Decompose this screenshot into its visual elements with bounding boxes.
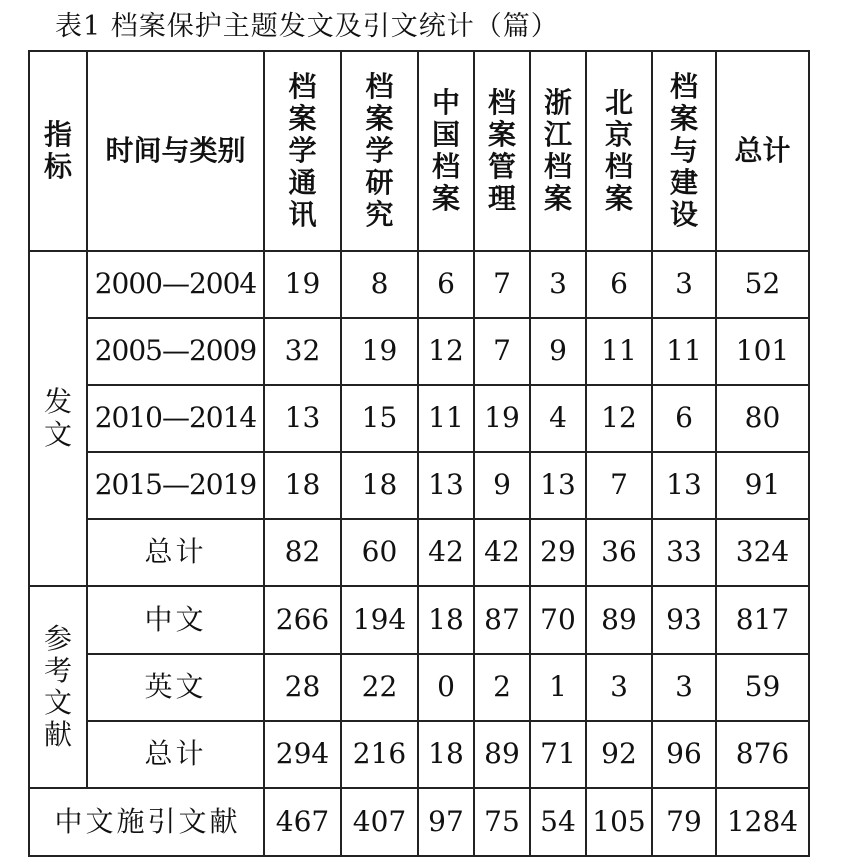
value-cell: 42 xyxy=(418,519,474,586)
value-cell: 22 xyxy=(341,654,418,721)
value-cell: 11 xyxy=(586,318,652,385)
value-cell: 12 xyxy=(586,385,652,452)
subtotal-label: 总计 xyxy=(87,519,264,586)
table-row xyxy=(29,385,809,452)
table-row xyxy=(29,318,809,385)
value-cell: 18 xyxy=(418,721,474,788)
value-cell: 19 xyxy=(264,251,341,318)
journal-header: 北京档案 xyxy=(586,51,652,251)
table-row xyxy=(29,586,809,654)
references-label: 参考文献 xyxy=(29,586,87,788)
value-cell: 105 xyxy=(586,788,652,856)
value-cell: 71 xyxy=(530,721,586,788)
value-cell: 70 xyxy=(530,586,586,654)
value-cell: 407 xyxy=(341,788,418,856)
period-cell: 2000—2004 xyxy=(87,251,264,318)
value-cell: 82 xyxy=(264,519,341,586)
subtotal-row xyxy=(29,721,809,788)
value-cell: 13 xyxy=(652,452,716,519)
value-cell: 15 xyxy=(341,385,418,452)
value-cell: 54 xyxy=(530,788,586,856)
value-cell: 3 xyxy=(652,654,716,721)
value-cell: 3 xyxy=(586,654,652,721)
journal-header: 档案学通讯 xyxy=(264,51,341,251)
journal-header: 档案与建设 xyxy=(652,51,716,251)
value-cell: 33 xyxy=(652,519,716,586)
value-cell: 42 xyxy=(474,519,530,586)
statistics-table xyxy=(28,50,810,857)
value-cell: 93 xyxy=(652,586,716,654)
value-cell: 11 xyxy=(652,318,716,385)
journal-header: 档案学研究 xyxy=(341,51,418,251)
value-cell: 36 xyxy=(586,519,652,586)
value-cell: 18 xyxy=(341,452,418,519)
value-cell: 79 xyxy=(652,788,716,856)
value-cell: 13 xyxy=(418,452,474,519)
value-cell: 89 xyxy=(474,721,530,788)
value-cell: 29 xyxy=(530,519,586,586)
value-cell: 11 xyxy=(418,385,474,452)
value-cell: 266 xyxy=(264,586,341,654)
period-cell: 2005—2009 xyxy=(87,318,264,385)
total-cell: 59 xyxy=(716,654,809,721)
value-cell: 6 xyxy=(652,385,716,452)
value-cell: 8 xyxy=(341,251,418,318)
value-cell: 2 xyxy=(474,654,530,721)
value-cell: 19 xyxy=(474,385,530,452)
value-cell: 9 xyxy=(530,318,586,385)
citing-label: 中文施引文献 xyxy=(29,788,264,856)
publications-label: 发文 xyxy=(29,251,87,586)
value-cell: 9 xyxy=(474,452,530,519)
value-cell: 6 xyxy=(418,251,474,318)
value-cell: 4 xyxy=(530,385,586,452)
value-cell: 60 xyxy=(341,519,418,586)
total-cell: 52 xyxy=(716,251,809,318)
value-cell: 97 xyxy=(418,788,474,856)
value-cell: 87 xyxy=(474,586,530,654)
subtotal-row xyxy=(29,519,809,586)
total-cell: 817 xyxy=(716,586,809,654)
table-row xyxy=(29,452,809,519)
value-cell: 89 xyxy=(586,586,652,654)
value-cell: 194 xyxy=(341,586,418,654)
indicator-header: 指标 xyxy=(29,51,87,251)
value-cell: 294 xyxy=(264,721,341,788)
period-cell: 2015—2019 xyxy=(87,452,264,519)
table-row xyxy=(29,251,809,318)
value-cell: 7 xyxy=(586,452,652,519)
value-cell: 12 xyxy=(418,318,474,385)
total-cell: 876 xyxy=(716,721,809,788)
reference-type-cell: 中文 xyxy=(87,586,264,654)
journal-header: 浙江档案 xyxy=(530,51,586,251)
table-row xyxy=(29,654,809,721)
value-cell: 96 xyxy=(652,721,716,788)
value-cell: 7 xyxy=(474,251,530,318)
total-cell: 101 xyxy=(716,318,809,385)
journal-header: 中国档案 xyxy=(418,51,474,251)
table-caption: 表1 档案保护主题发文及引文统计（篇） xyxy=(55,11,559,42)
value-cell: 32 xyxy=(264,318,341,385)
total-header: 总计 xyxy=(716,51,809,251)
total-cell: 80 xyxy=(716,385,809,452)
value-cell: 1 xyxy=(530,654,586,721)
citing-row xyxy=(29,788,809,856)
value-cell: 28 xyxy=(264,654,341,721)
total-cell: 1284 xyxy=(716,788,809,856)
value-cell: 216 xyxy=(341,721,418,788)
total-cell: 324 xyxy=(716,519,809,586)
reference-type-cell: 英文 xyxy=(87,654,264,721)
value-cell: 18 xyxy=(418,586,474,654)
period-cell: 2010—2014 xyxy=(87,385,264,452)
time-category-header: 时间与类别 xyxy=(87,51,264,251)
value-cell: 7 xyxy=(474,318,530,385)
value-cell: 18 xyxy=(264,452,341,519)
value-cell: 6 xyxy=(586,251,652,318)
value-cell: 13 xyxy=(264,385,341,452)
value-cell: 19 xyxy=(341,318,418,385)
value-cell: 467 xyxy=(264,788,341,856)
value-cell: 75 xyxy=(474,788,530,856)
value-cell: 92 xyxy=(586,721,652,788)
journal-header: 档案管理 xyxy=(474,51,530,251)
value-cell: 13 xyxy=(530,452,586,519)
header-row xyxy=(29,51,809,251)
subtotal-label: 总计 xyxy=(87,721,264,788)
value-cell: 0 xyxy=(418,654,474,721)
value-cell: 3 xyxy=(652,251,716,318)
total-cell: 91 xyxy=(716,452,809,519)
value-cell: 3 xyxy=(530,251,586,318)
